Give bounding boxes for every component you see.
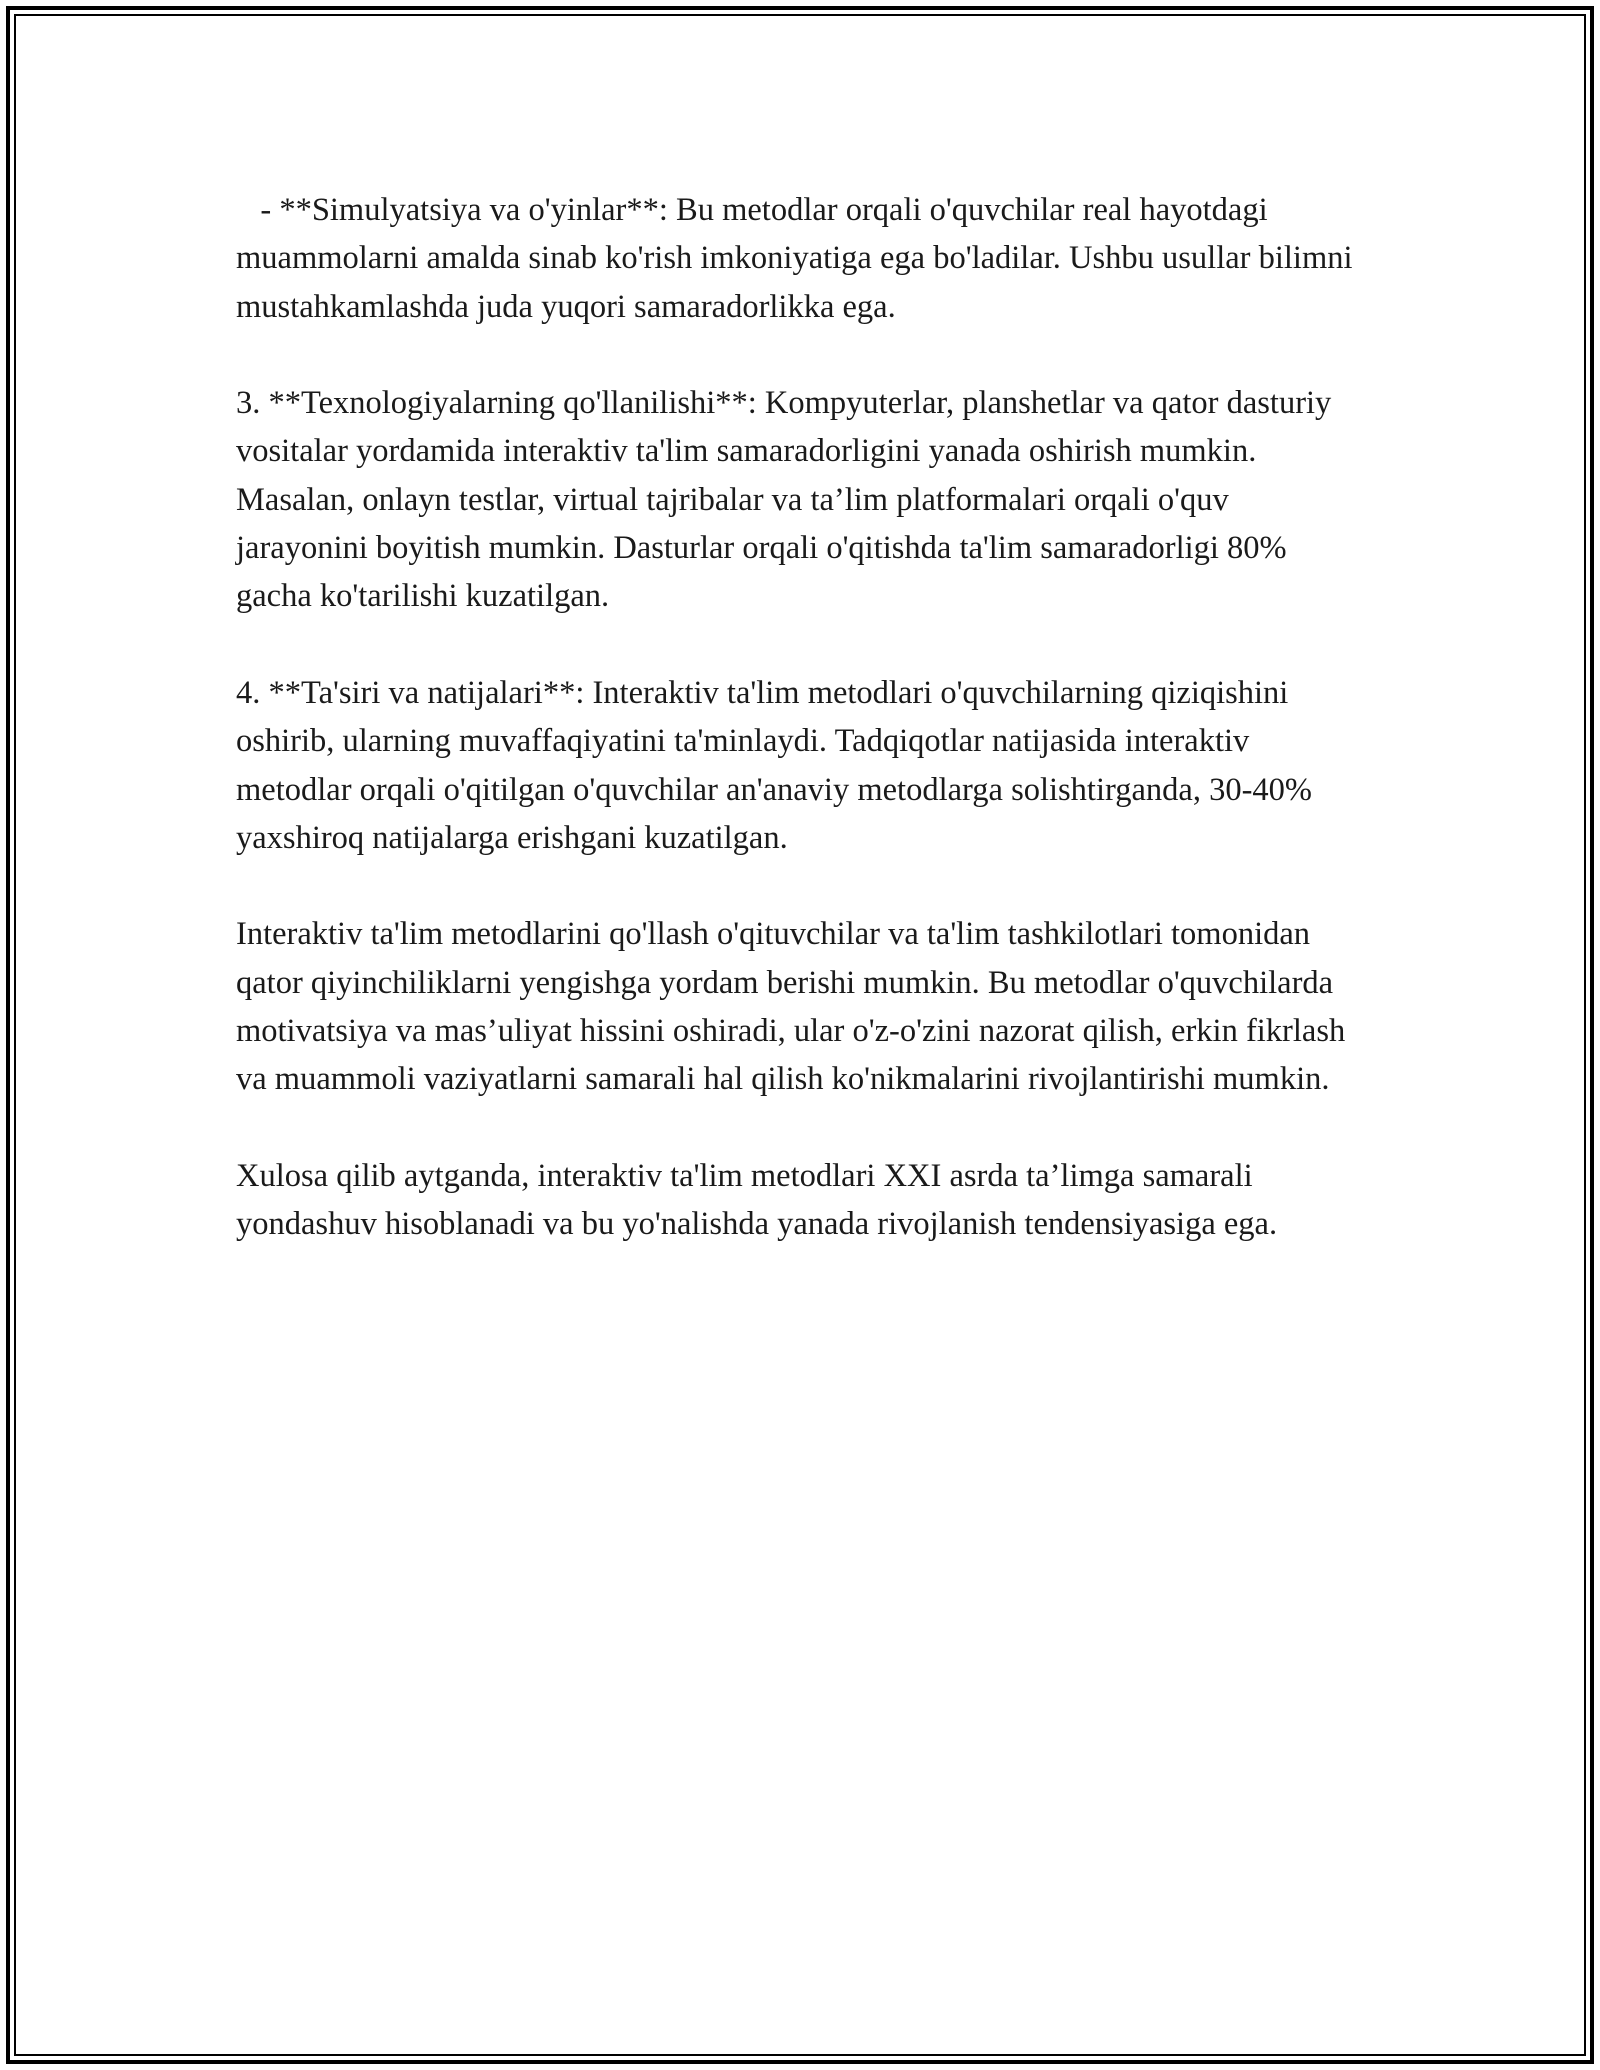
document-body [236, 186, 1366, 1297]
paragraph-impact-results: 4. **Ta'siri va natijalari**: Interaktiv ta'lim metodlari o'quvchilarning qiziqishini oshirib, ularning muvaffaqiyatini ta'minlaydi. Tadqiqotlar natijasida interaktiv metodlar orqali o'qitilgan o'quvchilar an'anaviy metodlarga solishtirganda, 30-40% yaxshiroq natijalarga erishgani kuzatilgan. [236, 674, 1321, 856]
paragraph-simulation-games: - **Simulyatsiya va o'yinlar**: Bu metodlar orqali o'quvchilar real hayotdagi muammolarni amalda sinab ko'rish imkoniyatiga ega bo'ladilar. Ushbu usullar bilimni mustahkamlashda juda yuqori samaradorlikka ega. [236, 192, 1361, 325]
paragraph-technology-use: 3. **Texnologiyalarning qo'llanilishi**: Kompyuterlar, planshetlar va qator dasturiy vositalar yordamida interaktiv ta'lim samaradorligini yanada oshirish mumkin. Masalan, onlayn testlar, virtual tajribalar va ta’lim platformalari orqali o'quv jarayonini boyitish mumkin. Dasturlar orqali o'qitishda ta'lim samaradorligi 80% gacha ko'tarilishi kuzatilgan. [236, 385, 1340, 615]
paragraph-conclusion: Xulosa qilib aytganda, interaktiv ta'lim metodlari XXI asrda ta’limga samarali yondashuv hisoblanadi va bu yo'nalishda yanada rivojlanish tendensiyasiga ega. [236, 1157, 1278, 1243]
paragraph-application: Interaktiv ta'lim metodlarini qo'llash o'qituvchilar va ta'lim tashkilotlari tomonidan qator qiyinchiliklarni yengishga yordam berishi mumkin. Bu metodlar o'quvchilarda motivatsiya va mas’uliyat hissini oshiradi, ular o'z-o'zini nazorat qilish, erkin fikrlash va muammoli vaziyatlarni samarali hal qilish ko'nikmalarini rivojlantirishi mumkin. [236, 916, 1354, 1098]
